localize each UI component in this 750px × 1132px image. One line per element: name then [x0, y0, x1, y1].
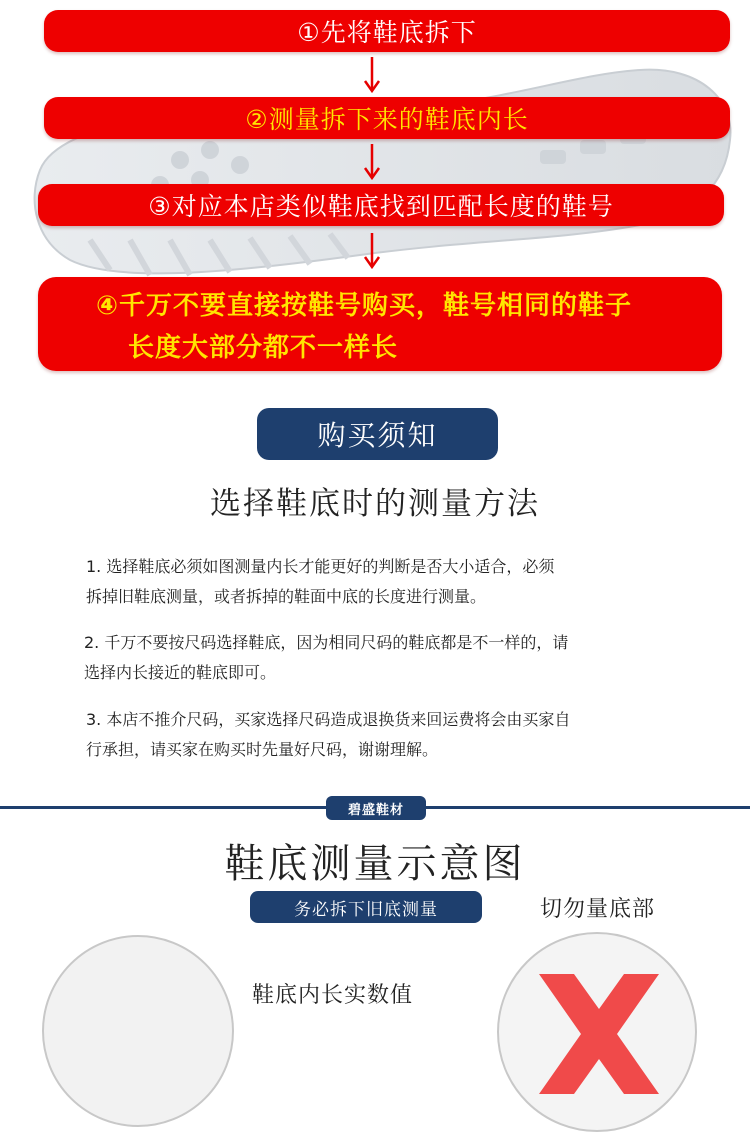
notice-item-2-line1: 2. 千万不要按尺码选择鞋底，因为相同尺码的鞋底都是不一样的，请: [84, 633, 569, 652]
step-1-banner: [44, 10, 730, 52]
red-cross-icon: [529, 964, 669, 1104]
step-2-text: ②测量拆下来的鞋底内长: [245, 105, 529, 134]
step-3-text: ③对应本店类似鞋底找到匹配长度的鞋号: [148, 192, 614, 221]
step-3-banner: [38, 184, 724, 226]
correct-measure-illustration: [42, 935, 234, 1127]
do-not-measure-bottom-label: 切勿量底部: [540, 897, 656, 922]
notice-item-3-line2: 行承担，请买家在购买时先量好尺码，谢谢理解。: [86, 740, 439, 759]
remove-old-sole-label: 务必拆下旧底测量: [294, 899, 438, 920]
purchase-notice-label: 购买须知: [317, 419, 438, 452]
notice-item-1: [86, 552, 696, 612]
step-4-text-line1: ④千万不要直接按鞋号购买，鞋号相同的鞋子: [96, 291, 633, 321]
notice-item-2: [84, 628, 694, 688]
steps-section: [0, 0, 750, 392]
step-4-text-line2: 长度大部分都不一样长: [128, 333, 399, 363]
down-arrow-icon: [362, 142, 382, 182]
notice-item-1-line2: 拆掉旧鞋底测量，或者拆掉的鞋面中底的长度进行测量。: [86, 587, 487, 606]
brand-name: 碧盛鞋材: [347, 802, 404, 818]
purchase-notice-badge: [257, 408, 498, 460]
notice-item-3: [86, 705, 696, 765]
down-arrow-icon: [362, 55, 382, 95]
step-1-text: ①先将鞋底拆下: [297, 18, 477, 47]
inner-length-caption: 鞋底内长实数值: [252, 983, 414, 1008]
brand-tag: [326, 796, 426, 820]
down-arrow-icon: [362, 231, 382, 271]
remove-old-sole-badge: [250, 891, 482, 923]
notice-item-3-line1: 3. 本店不推介尺码，买家选择尺码造成退换货来回运费将会由买家自: [86, 710, 571, 729]
notice-item-2-line2: 选择内长接近的鞋底即可。: [84, 663, 277, 682]
step-2-banner: [44, 97, 730, 139]
measurement-method-title: 选择鞋底时的测量方法: [210, 486, 540, 522]
notice-item-1-line1: 1. 选择鞋底必须如图测量内长才能更好的判断是否大小适合，必须: [86, 557, 555, 576]
step-4-banner: [38, 277, 722, 371]
measurement-diagram-title: 鞋底测量示意图: [224, 841, 526, 887]
wrong-measure-illustration: [497, 932, 697, 1132]
